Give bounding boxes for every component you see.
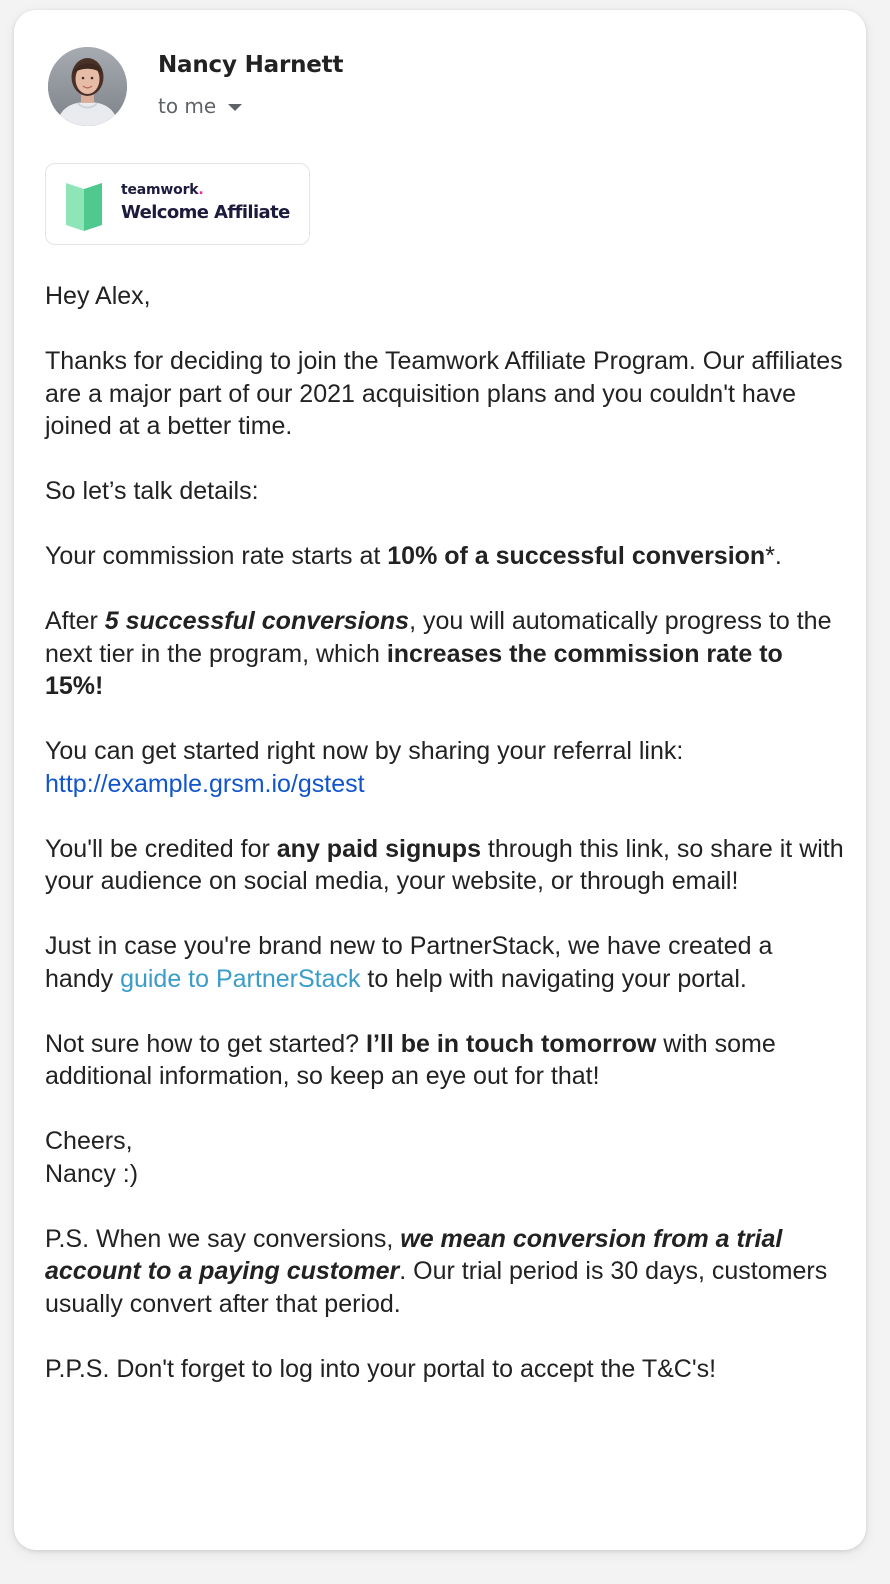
partnerstack-guide-link[interactable]: guide to PartnerStack	[120, 964, 361, 993]
followup-pre: Not sure how to get started?	[45, 1029, 367, 1058]
recipient-label: to me	[158, 94, 217, 118]
tier-highlight: 5 successful conversions	[104, 607, 410, 635]
commission-post: *.	[765, 542, 782, 570]
chevron-down-icon[interactable]	[228, 104, 242, 111]
signature: Nancy :)	[45, 1159, 139, 1188]
commission-highlight: 10% of a successful conversion	[387, 542, 766, 570]
intro-paragraph: Thanks for deciding to join the Teamwork Affiliate Program. Our affiliates are a major part of our 2021 acquisition plans and you couldn't have joined at a better time.	[45, 347, 843, 440]
person-avatar-icon	[48, 47, 127, 126]
tier-mid: , you will automatically progress to the next tier in the program, which	[45, 607, 832, 668]
commission-paragraph	[45, 540, 845, 573]
brand-dot: .	[198, 182, 204, 198]
followup-post: with some additional information, so keep an eye out for that!	[45, 1029, 776, 1090]
credit-post: through this link, so share it with your audience on social media, your website, or through email!	[45, 834, 844, 895]
credit-pre: You'll be credited for	[45, 834, 277, 863]
sender-name: Nancy Harnett	[158, 52, 344, 78]
referral-paragraph	[45, 735, 845, 800]
recipient-dropdown[interactable]	[158, 94, 242, 118]
ps-paragraph	[45, 1223, 845, 1321]
signoff-block	[45, 1125, 845, 1190]
banner-title: Welcome Affiliate	[121, 202, 290, 223]
credit-highlight: any paid signups	[276, 834, 481, 863]
commission-pre: Your commission rate starts at	[45, 542, 388, 570]
ps-post: . Our trial period is 30 days, customers usually convert after that period.	[45, 1257, 828, 1318]
followup-paragraph	[45, 1028, 845, 1093]
credit-paragraph	[45, 833, 845, 898]
followup-highlight: I’ll be in touch tomorrow	[366, 1029, 657, 1058]
tier-rate: increases the commission rate to 15%!	[45, 639, 783, 700]
guide-pre: Just in case you're brand new to PartnerStack, we have created a handy	[45, 932, 773, 993]
guide-post: to help with navigating your portal.	[360, 964, 747, 993]
referral-link[interactable]: http://example.grsm.io/gstest	[45, 769, 365, 798]
ps-highlight: we mean conversion from a trial account to a paying customer	[45, 1224, 783, 1285]
details-lead: So let’s talk details:	[45, 477, 259, 505]
ps-pre: P.S. When we say conversions,	[45, 1224, 401, 1253]
pps-paragraph: P.P.S. Don't forget to log into your portal to accept the T&C's!	[45, 1354, 717, 1383]
email-card	[14, 10, 866, 1550]
sender-avatar[interactable]	[48, 47, 127, 126]
referral-text: You can get started right now by sharing your referral link:	[45, 737, 684, 765]
greeting: Hey Alex,	[45, 282, 151, 310]
tier-paragraph	[45, 605, 845, 703]
welcome-banner	[45, 163, 310, 245]
signoff: Cheers,	[45, 1127, 133, 1155]
teamwork-logo-icon	[64, 179, 104, 231]
guide-paragraph	[45, 930, 845, 995]
tier-pre: After	[45, 607, 105, 635]
banner-brand	[121, 182, 204, 198]
brand-text: teamwork	[121, 182, 199, 198]
email-body	[45, 280, 845, 1418]
